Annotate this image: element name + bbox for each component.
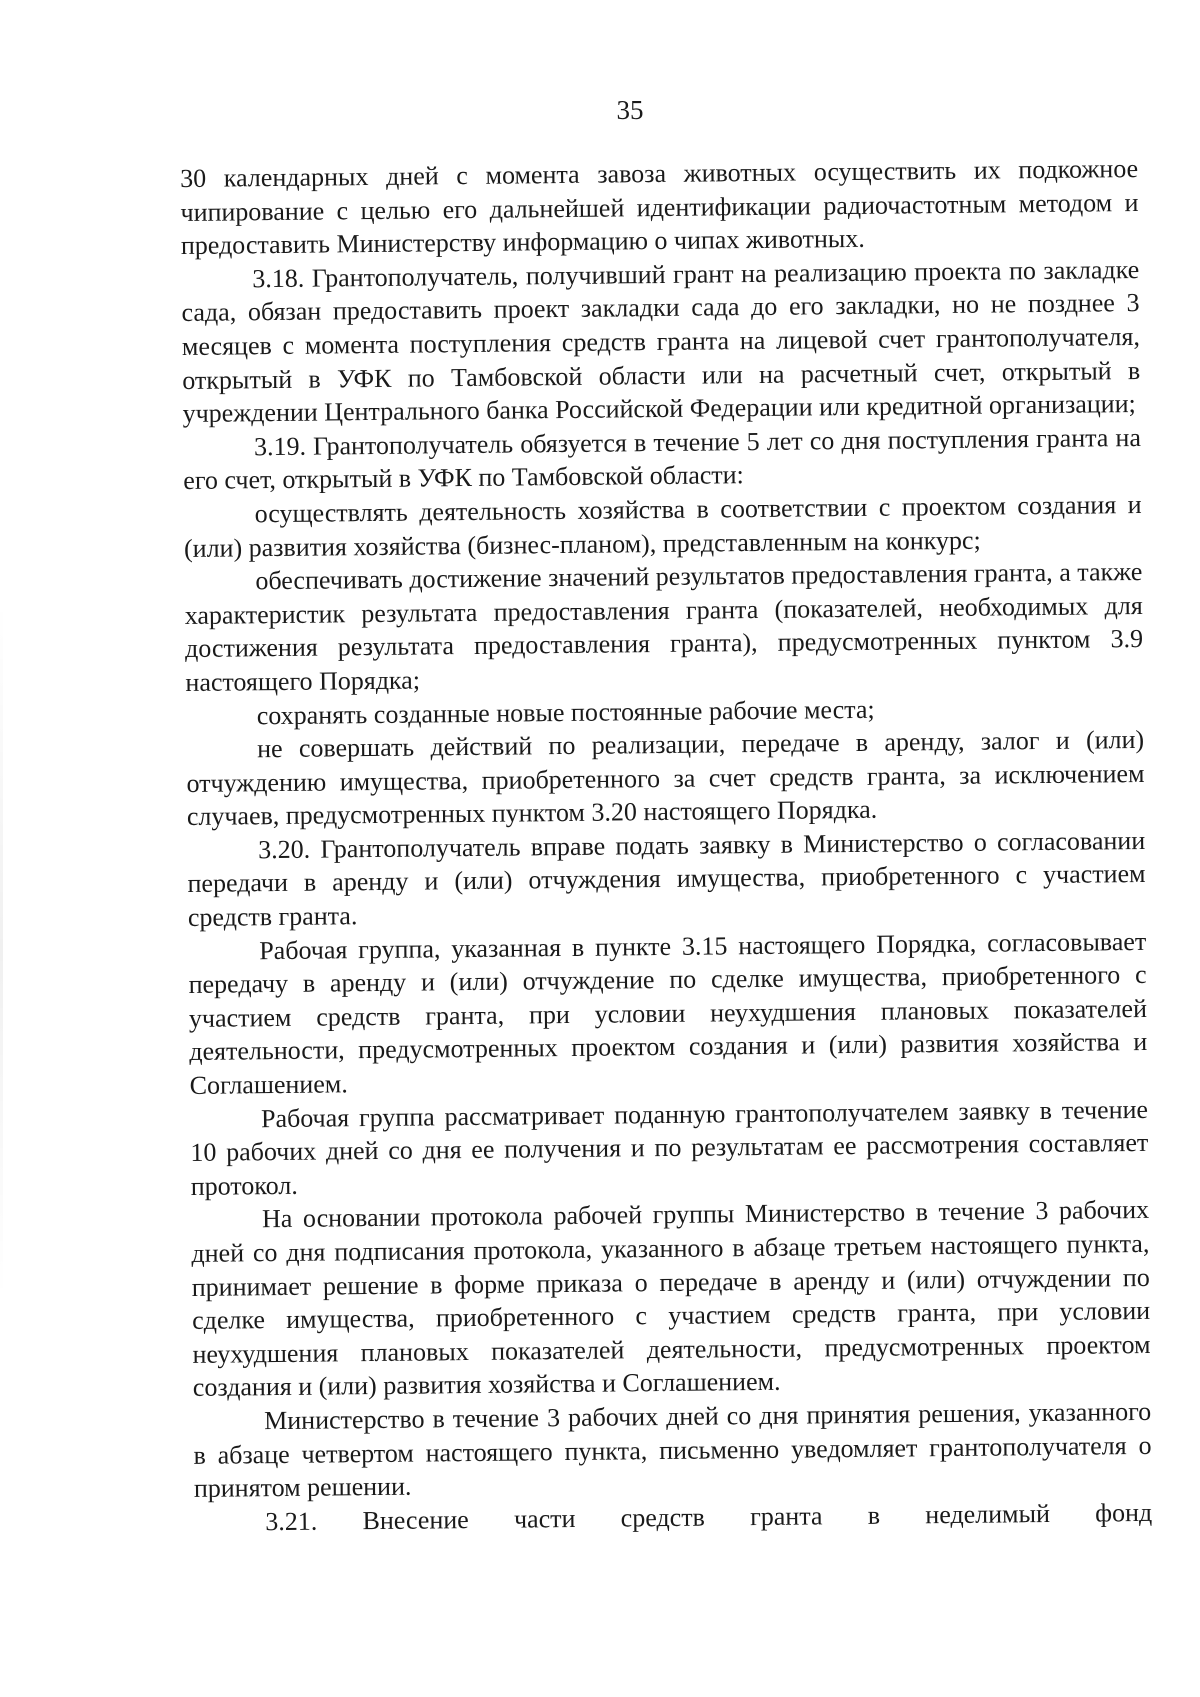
page-number: 35: [616, 95, 644, 125]
paragraph: Рабочая группа, указанная в пункте 3.15 настоящего Порядка, согласовывает передачу в аренду и (или) отчуждение по сделке имущества, приобретенного с участием средств гранта, при условии неухудшения плановых показателей деятельности, предусмотренных проектом создания и (или) развития хозяйства и Соглашением.: [188, 926, 1148, 1100]
paragraph: Министерство в течение 3 рабочих дней со дня принятия решения, указанного в абзаце четвертом настоящего пункта, письменно уведомляет грантополучателя о принятом решении.: [193, 1396, 1152, 1504]
paragraph-3-20: 3.20. Грантополучатель вправе подать заявку в Министерство о согласовании передачи в аренду и (или) отчуждения имущества, приобретенного с участием средств гранта.: [187, 825, 1146, 933]
paragraph: 30 календарных дней с момента завоза животных осуществить их подкожное чипирование с целью его дальнейшей идентификации радиочастотным методом и предоставить Министерству информацию о чипах животных.: [180, 153, 1139, 261]
paragraph-3-18: 3.18. Грантополучатель, получивший грант на реализацию проекта по закладке сада, обязан предоставить проект закладки сада до его закладки, но не позднее 3 месяцев с момента поступления средств гранта на лицевой счет грантополучателя, открытый в УФК по Тамбовской области или на расчетный счет, открытый в учреждении Центрального банка Российской Федерации или кредитной организации;: [181, 254, 1141, 429]
paragraph: обеспечивать достижение значений результатов предоставления гранта, а также характеристик результата предоставления гранта (показателей, необходимых для достижения результата предоставления гранта), предусмотренных пунктом 3.9 настоящего Порядка;: [184, 557, 1144, 697]
paragraph-3-19: 3.19. Грантополучатель обязуется в течение 5 лет со дня поступления гранта на его счет, открытый в УФК по Тамбовской области:: [183, 422, 1142, 496]
paragraph-3-21: 3.21. Внесение части средств гранта в неделимый фонд: [265, 1497, 1153, 1536]
paragraph: На основании протокола рабочей группы Министерство в течение 3 рабочих дней со дня подписания протокола, указанного в абзаце третьем настоящего пункта, принимает решение в форме приказа о передаче в аренду и (или) отчуждении по сделке имущества, приобретенного с участием средств гранта, при условии неухудшения плановых показателей деятельности, предусмотренных проектом создания и (или) развития хозяйства и Соглашением.: [191, 1195, 1151, 1403]
paragraph: Рабочая группа рассматривает поданную грантополучателем заявку в течение 10 рабочих дней со дня ее получения и по результатам ее рассмотрения составляет протокол.: [190, 1094, 1149, 1201]
paragraph: осуществлять деятельность хозяйства в соответствии с проектом создания и (или) развития хозяйства (бизнес-планом), представленным на конкурс;: [183, 489, 1142, 563]
document-body: [180, 152, 1152, 1539]
paragraph: не совершать действий по реализации, передаче в аренду, залог и (или) отчуждению имущества, приобретенного за счет средств гранта, за исключением случаев, предусмотренных пунктом 3.20 настоящего Порядка.: [186, 725, 1145, 832]
paragraph: сохранять созданные новые постоянные рабочие места;: [256, 694, 875, 730]
scan-edge-shadow: [0, 600, 3, 1300]
